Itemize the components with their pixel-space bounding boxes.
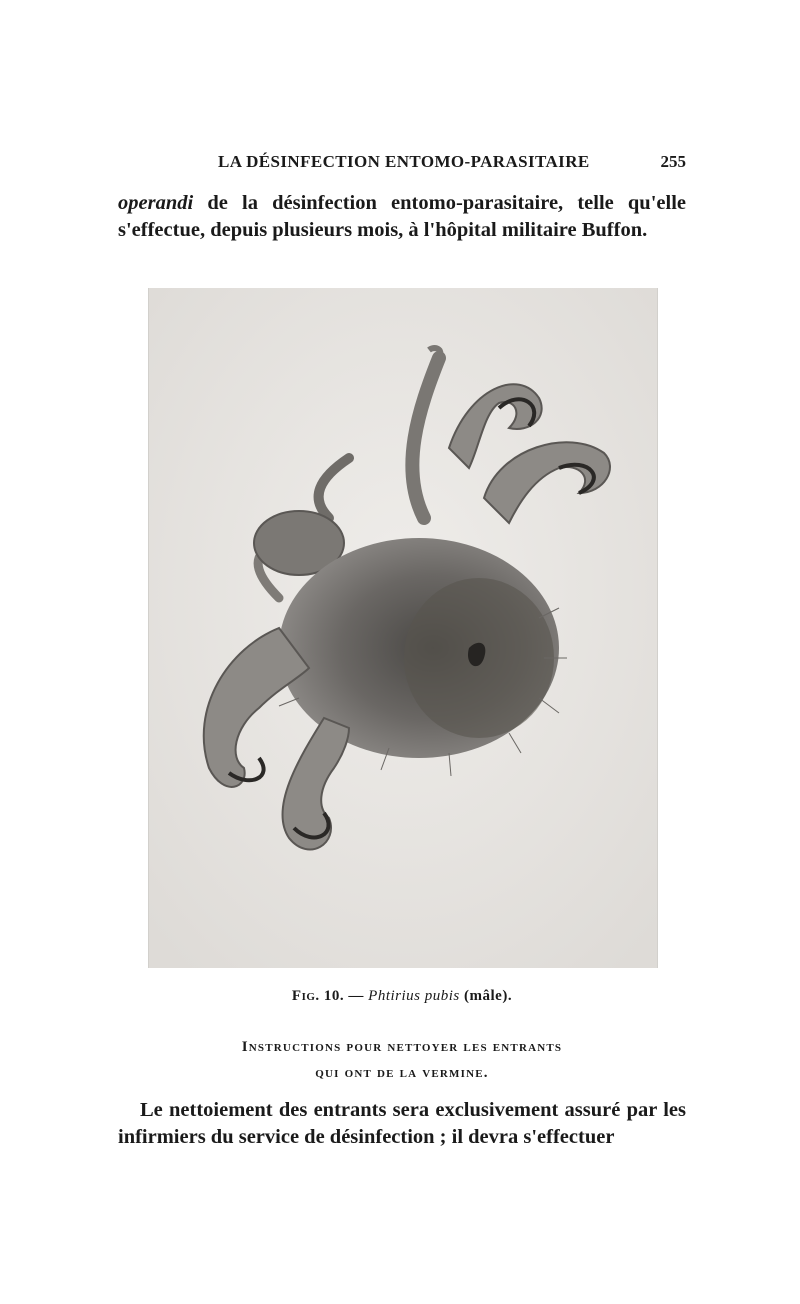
section-heading-line-1: Instructions pour nettoyer les entrants: [241, 1039, 563, 1055]
bottom-paragraph: Le nettoiement des entrants sera exclusivement assuré par les infirmiers du service de désinfection ; il devra s'effectuer: [118, 1099, 686, 1148]
section-heading: [118, 1034, 686, 1086]
species-name: Phtirius pubis: [368, 988, 460, 1004]
louse-photograph: [148, 288, 658, 968]
figure-label: Fig. 10. —: [291, 988, 369, 1004]
top-paragraph-text: de la désinfection entomo-parasitaire, telle qu'elle s'effectue, depuis plusieurs mois, à l'hôpital militaire Buffon.: [118, 192, 686, 241]
page-number: 255: [660, 152, 686, 171]
section-heading-line-2: qui ont de la vermine.: [315, 1065, 489, 1081]
top-paragraph: [118, 190, 686, 244]
figure-qualifier: (mâle).: [459, 988, 513, 1004]
figure-caption: [118, 988, 686, 1005]
running-title: LA DÉSINFECTION ENTOMO-PARASITAIRE: [218, 152, 590, 171]
running-head: [118, 152, 686, 176]
italic-lead: operandi: [118, 192, 194, 214]
louse-illustration: [149, 288, 657, 968]
